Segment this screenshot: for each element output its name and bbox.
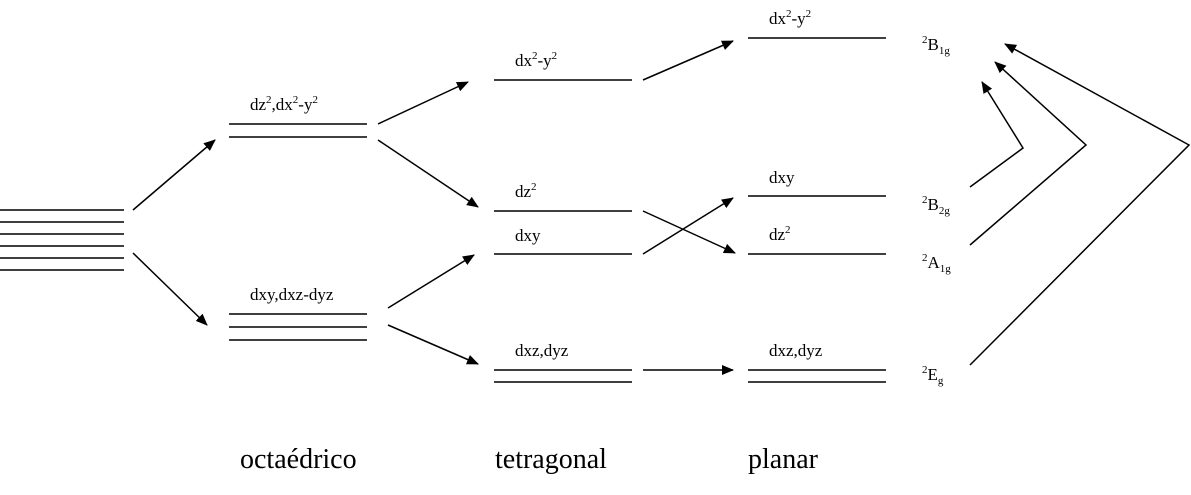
arrow-to-t2g: [133, 253, 207, 325]
transition-Eg-to-B1g: [970, 44, 1189, 365]
planar-xy-label: dxy: [769, 168, 795, 187]
arrow-t2g-to-xy: [388, 255, 474, 308]
tetragonal-xy-label: dxy: [515, 226, 541, 245]
transition-B2g-to-B1g: [970, 82, 1023, 187]
column-title-tetragonal: tetragonal: [495, 444, 607, 475]
arrow-z2-to-planar: [643, 211, 735, 253]
tetragonal-x2y2-label: $dx^2-y^2$: [515, 50, 558, 70]
free-ion-levels: [0, 210, 124, 270]
term-Eg: $^2E_g$: [922, 364, 944, 387]
planar-xzyz-label: dxz,dyz: [769, 341, 823, 360]
planar-z2-label: $dz^2$: [769, 224, 791, 244]
tetragonal-xzyz-level: [494, 370, 632, 382]
column-title-octahedral: octaédrico: [240, 444, 357, 475]
arrow-to-eg: [133, 140, 215, 210]
octahedral-t2g-label: dxy,dxz-dyz: [250, 285, 334, 304]
arrow-t2g-to-xzyz: [388, 325, 478, 364]
term-A1g: $^2A_{1g}$: [922, 252, 951, 275]
planar-x2y2-label: $dx^2-y^2$: [769, 8, 812, 28]
arrow-eg-to-z2: [378, 140, 478, 207]
arrow-x2y2-to-planar: [643, 41, 733, 80]
tetragonal-xzyz-label: dxz,dyz: [515, 341, 569, 360]
term-B2g: $^2B_{2g}$: [922, 194, 950, 217]
octahedral-eg-label: $dz^2,dx^2-y^2$: [250, 94, 318, 114]
column-title-planar: planar: [748, 444, 818, 475]
octahedral-t2g-level: [229, 314, 367, 340]
tetragonal-z2-label: $dz^2$: [515, 181, 537, 201]
planar-xzyz-level: [748, 370, 886, 382]
arrow-eg-to-x2y2: [378, 82, 468, 124]
term-B1g: $^2B_{1g}$: [922, 34, 950, 57]
octahedral-eg-level: [229, 124, 367, 137]
